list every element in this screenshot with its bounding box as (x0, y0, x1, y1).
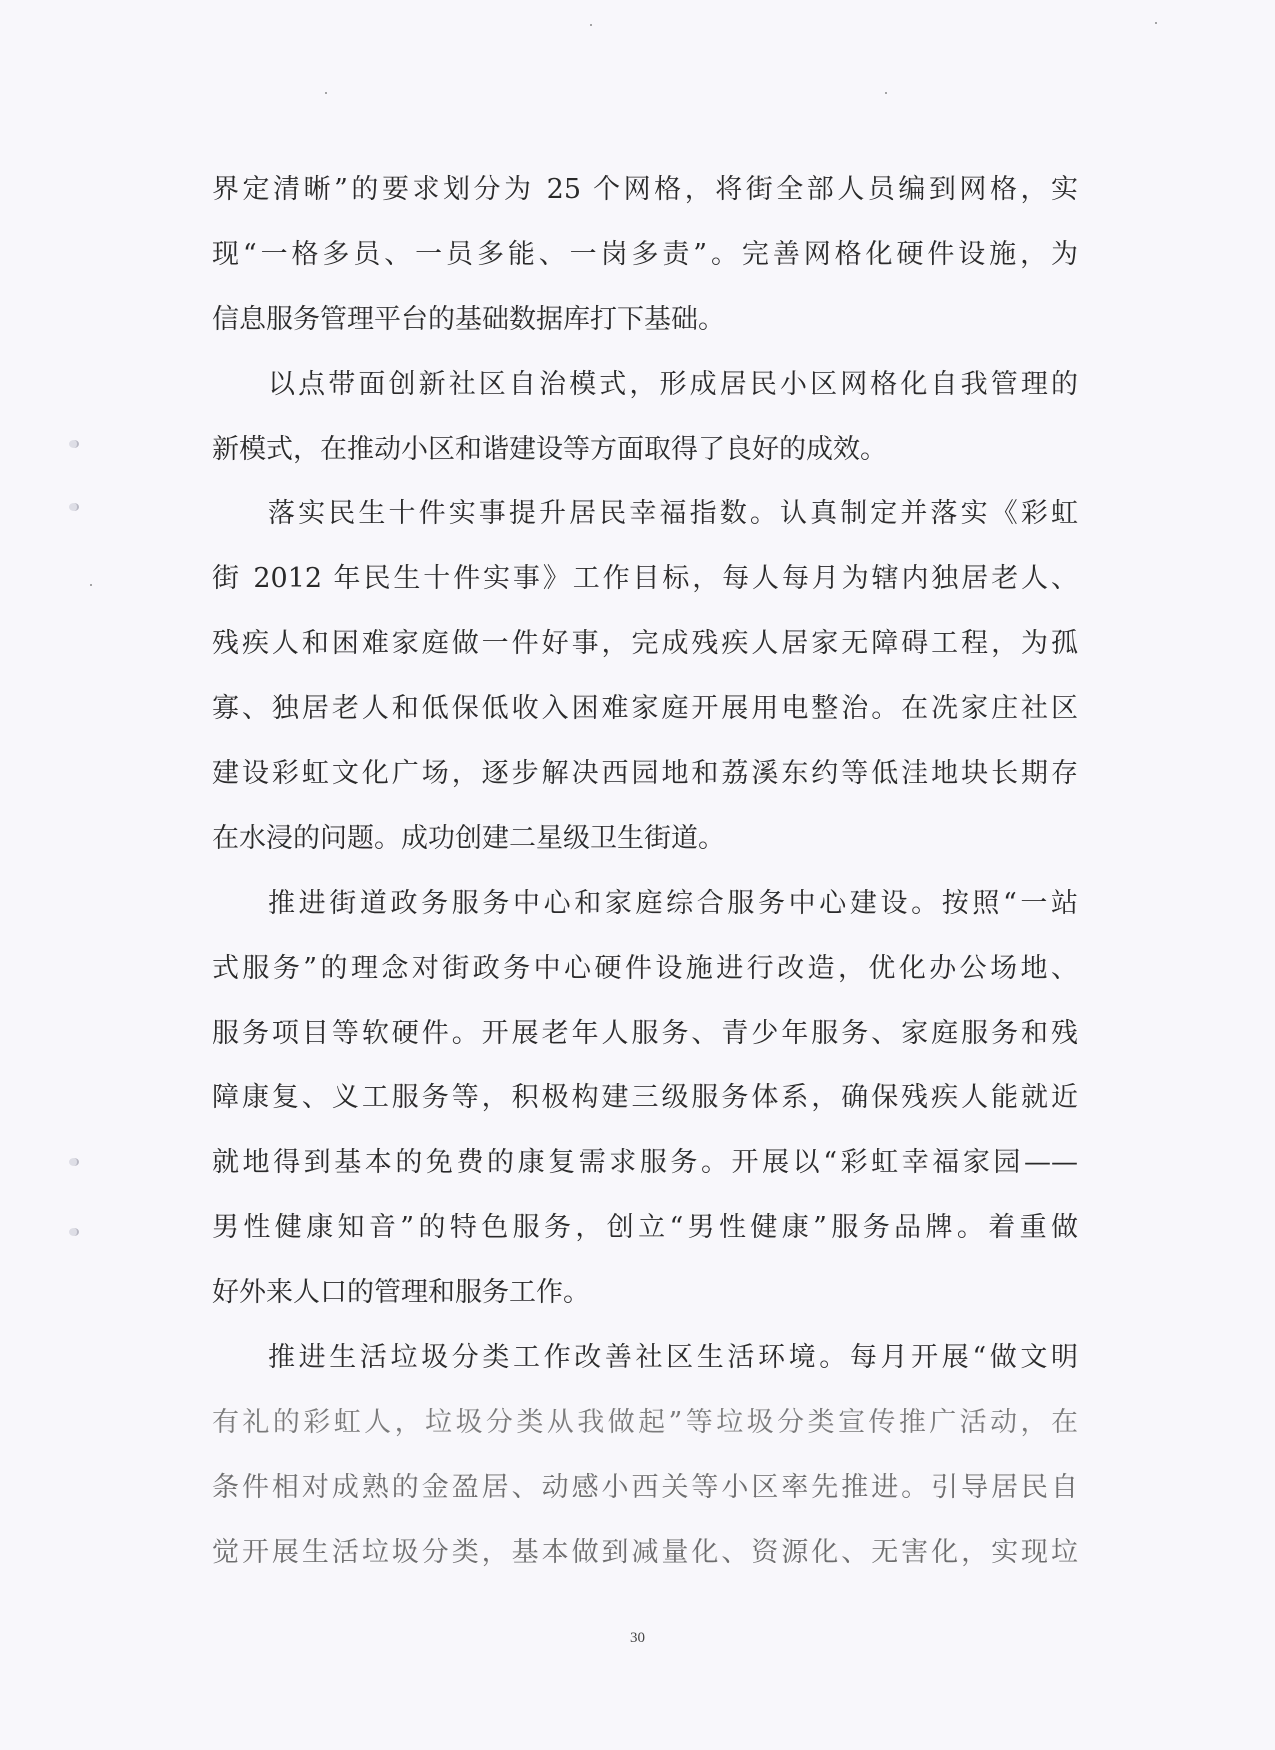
text-line: 在水浸的问题。成功创建二星级卫生街道。 (212, 822, 725, 854)
text-line: 男性健康知音”的特色服务，创立“男性健康”服务品牌。着重做 (212, 1212, 1078, 1244)
text-line: 新模式，在推动小区和谐建设等方面取得了良好的成效。 (212, 433, 887, 465)
punch-hole-mark (69, 1228, 79, 1236)
text-line: 障康复、义工服务等，积极构建三级服务体系，确保残疾人能就近 (212, 1082, 1078, 1114)
text-line: 建设彩虹文化广场，逐步解决西园地和荔溪东约等低洼地块长期存 (212, 758, 1078, 790)
text-line: 有礼的彩虹人，垃圾分类从我做起”等垃圾分类宣传推广活动，在 (212, 1406, 1078, 1438)
paragraph-grid-management (212, 158, 1078, 353)
text-line: 好外来人口的管理和服务工作。 (212, 1277, 590, 1309)
scan-speck (1155, 22, 1157, 24)
paragraph-service-centers (212, 872, 1078, 1326)
text-line: 寡、独居老人和低保低收入困难家庭开展用电整治。在冼家庄社区 (212, 693, 1078, 725)
punch-hole-mark (69, 1158, 79, 1166)
text-line: 条件相对成熟的金盈居、动感小西关等小区率先推进。引导居民自 (212, 1471, 1078, 1503)
text-line: 落实民生十件实事提升居民幸福指数。认真制定并落实《彩虹 (268, 498, 1078, 530)
body-text (212, 158, 1078, 1586)
text-line: 就地得到基本的免费的康复需求服务。开展以“彩虹幸福家园—— (212, 1147, 1078, 1179)
scan-speck (590, 24, 592, 26)
scan-speck (90, 584, 92, 586)
text-line: 信息服务管理平台的基础数据库打下基础。 (212, 303, 725, 335)
page-number: 30 (630, 1630, 645, 1646)
text-line: 觉开展生活垃圾分类，基本做到减量化、资源化、无害化，实现垃 (212, 1536, 1078, 1568)
text-line: 推进街道政务服务中心和家庭综合服务中心建设。按照“一站 (268, 887, 1078, 919)
text-line: 推进生活垃圾分类工作改善社区生活环境。每月开展“做文明 (268, 1342, 1078, 1374)
punch-hole-mark (69, 440, 79, 448)
paragraph-livelihood-projects (212, 482, 1078, 871)
paragraph-community-autonomy (212, 353, 1078, 483)
text-line: 式服务”的理念对街政务中心硬件设施进行改造，优化办公场地、 (212, 952, 1078, 984)
text-line: 残疾人和困难家庭做一件好事，完成残疾人居家无障碍工程，为孤 (212, 628, 1078, 660)
text-line: 现“一格多员、一员多能、一岗多责”。完善网格化硬件设施，为 (212, 238, 1078, 270)
paragraph-waste-sorting (212, 1326, 1078, 1586)
text-line: 服务项目等软硬件。开展老年人服务、青少年服务、家庭服务和残 (212, 1017, 1078, 1049)
text-line: 界定清晰”的要求划分为 25 个网格，将街全部人员编到网格，实 (212, 174, 1078, 205)
scan-speck (885, 92, 887, 94)
scan-speck (325, 92, 327, 94)
punch-hole-mark (69, 503, 79, 511)
text-line: 街 2012 年民生十件实事》工作目标，每人每月为辖内独居老人、 (212, 563, 1078, 595)
text-line: 以点带面创新社区自治模式，形成居民小区网格化自我管理的 (268, 368, 1078, 400)
